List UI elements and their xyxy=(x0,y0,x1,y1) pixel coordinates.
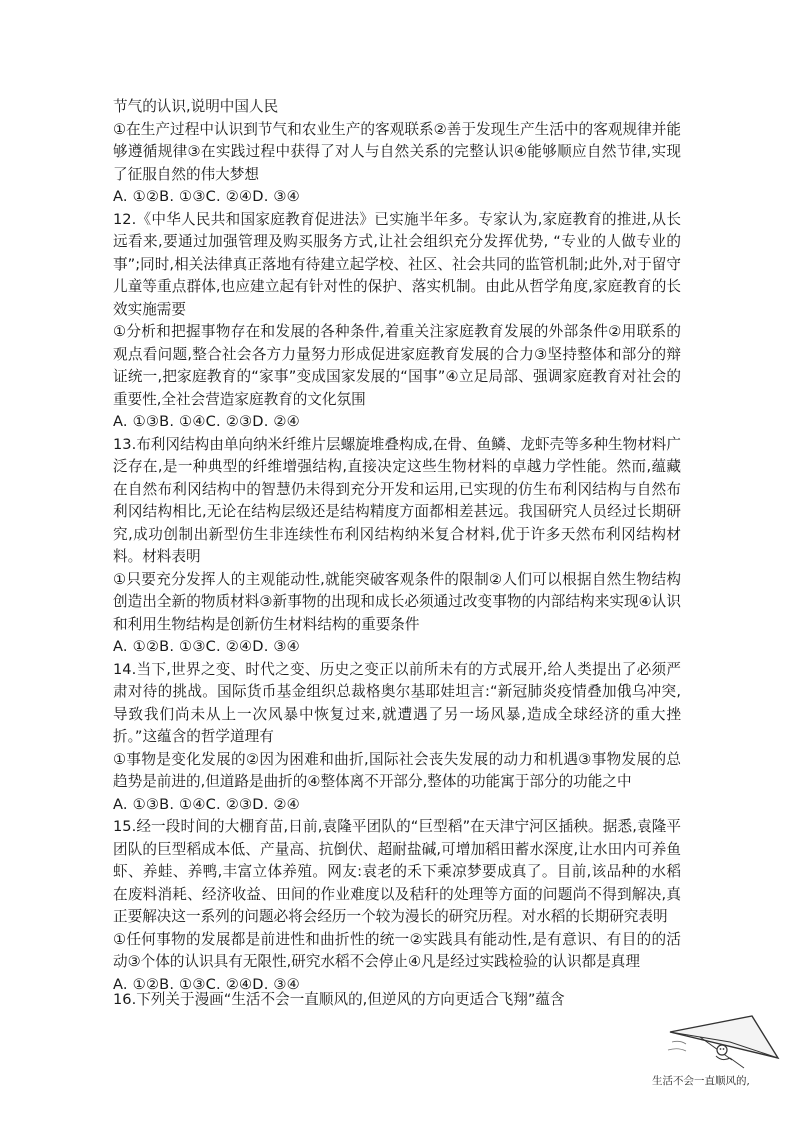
q13-statements: ①只要充分发挥人的主观能动性,就能突破客观条件的限制②人们可以根据自然生物结构创造出全新的物质材料③新事物的出现和成长必须通过改变事物的内部结构来实现④认识和利用生物结构是创新仿生材料结构的重要条件 xyxy=(113,570,681,633)
q13-options: A. ①②B. ①③C. ②④D. ③④ xyxy=(113,638,300,655)
q13-stem: 13.布利冈结构由单向纳米纤维片层螺旋堆叠构成,在骨、鱼鳞、龙虾壳等多种生物材料广泛存在,是一种典型的纤维增强结构,直接决定这些生物材料的卓越力学性能。然而,蕴藏在自然布利冈结构中的智慧仍未得到充分开发和运用,已实现的仿生布利冈结构与自然布利冈结构相比,无论在结构层级还是结构精度方面都相差甚远。我国研究人员经过长期研究,成功创制出新型仿生非连续性布利冈结构纳米复合材料,优于许多天然布利冈结构材料。材料表明 xyxy=(113,435,681,565)
q12-statements: ①分析和把握事物存在和发展的各种条件,着重关注家庭教育发展的外部条件②用联系的观点看问题,整合社会各方力量努力形成促进家庭教育发展的合力③坚持整体和部分的辩证统一,把家庭教育的“家事”变成国家发展的“国事”④立足局部、强调家庭教育对社会的重要性,全社会营造家庭教育的文化氛围 xyxy=(113,323,681,408)
q14-options: A. ①③B. ①④C. ②③D. ②④ xyxy=(113,795,300,813)
kite-cartoon-illustration xyxy=(660,1012,780,1072)
questions-body xyxy=(113,96,681,996)
cartoon-caption: 生活不会一直顺风的, xyxy=(652,1075,750,1087)
q15-stem: 15.经一段时间的大棚育苗,日前,袁隆平团队的“巨型稻”在天津宁河区插秧。据悉,袁隆平团队的巨型稻成本低、产量高、抗倒伏、超耐盐碱,可增加稻田蓄水深度,让水田内可养鱼虾、养蛙、养鸭,丰富立体养殖。网友:袁老的禾下乘凉梦要成真了。目前,该品种的水稻在废料消耗、经济收益、田间的作业难度以及秸秆的处理等方面的问题尚不得到解决,真正要解决这一系列的问题必将会经历一个较为漫长的研究历程。对水稻的长期研究表明 xyxy=(113,818,681,925)
q15-options: A. ①②B. ①③C. ②④D. ③④ xyxy=(113,975,300,993)
q14-statements: ①事物是变化发展的②因为困难和曲折,国际社会丧失发展的动力和机遇③事物发展的总趋势是前进的,但道路是曲折的④整体离不开部分,整体的功能寓于部分的功能之中 xyxy=(113,750,681,790)
q14-stem: 14.当下,世界之变、时代之变、历史之变正以前所未有的方式展开,给人类提出了必须严肃对待的挑战。国际货币基金组织总裁格奥尔基耶娃坦言:“新冠肺炎疫情叠加俄乌冲突,导致我们尚未从上一次风暴中恢复过来,就遭遇了另一场风暴,造成全球经济的重大挫折。”这蕴含的哲学道理有 xyxy=(113,660,681,745)
q11-stem-tail: 节气的认识,说明中国人民 xyxy=(113,98,279,115)
q12-options: A. ①③B. ①④C. ②③D. ②④ xyxy=(113,413,300,430)
q11-statements: ①在生产过程中认识到节气和农业生产的客观联系②善于发现生产生活中的客观规律并能够遵循规律③在实践过程中获得了对人与自然关系的完整认识④能够顺应自然节律,实现了征服自然的伟大梦想 xyxy=(113,120,681,183)
q11-options: A. ①②B. ①③C. ②④D. ③④ xyxy=(113,188,300,205)
q15-statements: ①任何事物的发展都是前进性和曲折性的统一②实践具有能动性,是有意识、有目的的活动③个体的认识具有无限性,研究水稻不会停止④凡是经过实践检验的认识都是真理 xyxy=(113,930,681,970)
q16-stem: 16.下列关于漫画“生活不会一直顺风的,但逆风的方向更适合飞翔”蕴含 xyxy=(113,991,565,1008)
q12-stem: 12.《中华人民共和国家庭教育促进法》已实施半年多。专家认为,家庭教育的推进,从长远看来,要通过加强管理及购买服务方式,让社会组织充分发挥优势, “专业的人做专业的事”;同时,相关法律真正落地有待建立起学校、社区、社会共同的监管机制;此外,对于留守儿童等重点群体,也应建立起有针对性的保护、落实机制。由此从哲学角度,家庭教育的长效实施需要 xyxy=(113,210,681,318)
